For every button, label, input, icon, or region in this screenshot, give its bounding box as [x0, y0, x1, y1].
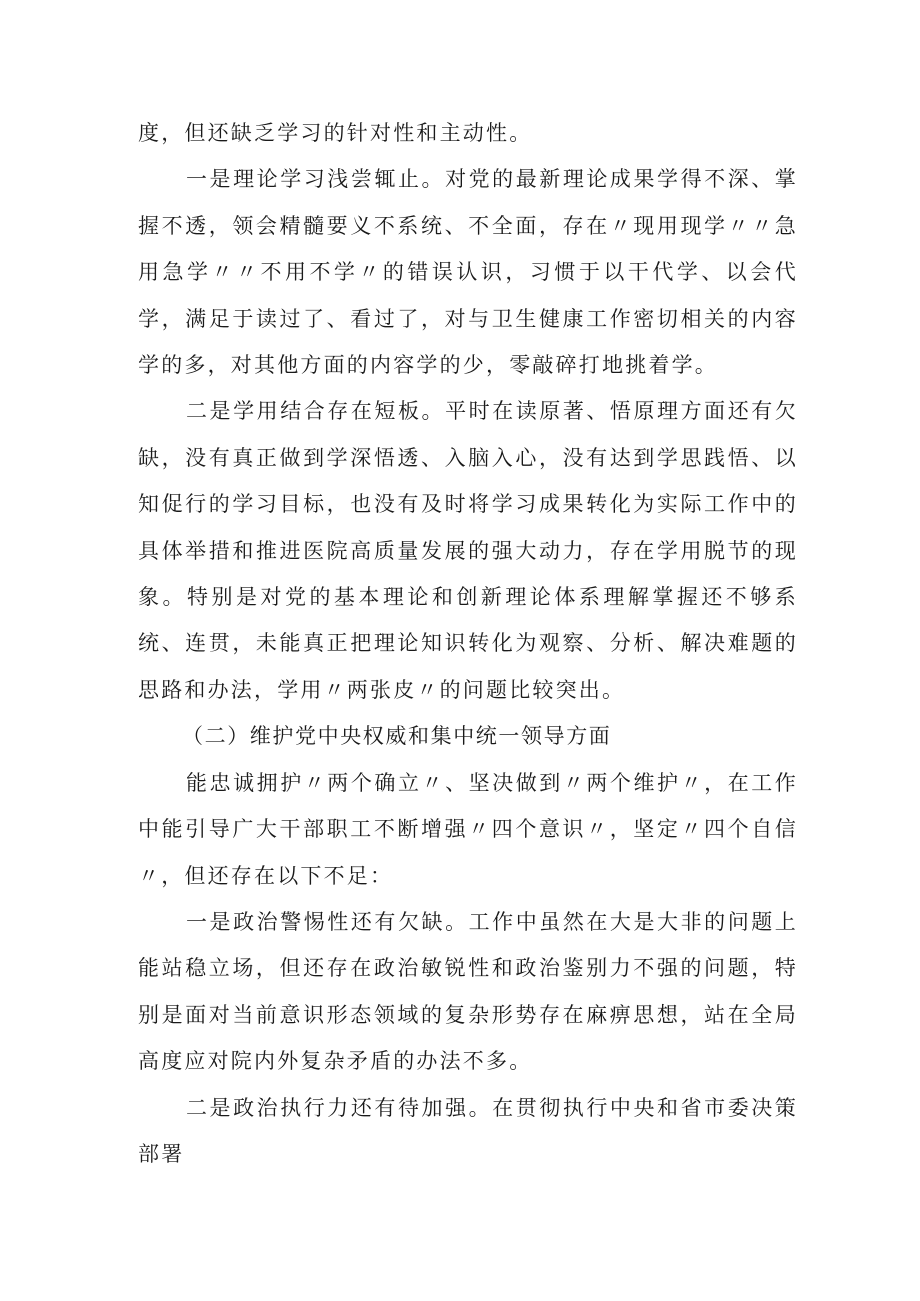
paragraph-political-execution: 二是政治执行力还有待加强。在贯彻执行中央和省市委决策部署	[138, 1095, 798, 1166]
paragraph-study-application: 二是学用结合存在短板。平时在读原著、悟原理方面还有欠缺，没有真正做到学深悟透、入脑入心，没有达到学思践悟、以知促行的学习目标，也没有及时将学习成果转化为实际工作中的具体举措和推进医院高质量发展的强大动力，存在学用脱节的现象。特别是对党的基本理论和创新理论体系理解掌握还不够系统、连贯，未能真正把理论知识转化为观察、分析、解决难题的思路和办法，学用〃两张皮〃的问题比较突出。	[138, 399, 798, 702]
document-body	[138, 110, 798, 1177]
paragraph-political-vigilance: 一是政治警惕性还有欠缺。工作中虽然在大是大非的问题上能站稳立场，但还存在政治敏锐性和政治鉴别力不强的问题，特别是面对当前意识形态领域的复杂形势存在麻痹思想，站在全局高度应对院内外复杂矛盾的办法不多。	[138, 909, 798, 1074]
section-heading: （二）维护党中央权威和集中统一领导方面	[182, 724, 612, 749]
paragraph-theory-study: 一是理论学习浅尝辄止。对党的最新理论成果学得不深、掌握不透，领会精髓要义不系统、不全面，存在〃现用现学〃〃急用急学〃〃不用不学〃的错误认识，习惯于以干代学、以会代学，满足于读过了、看过了，对与卫生健康工作密切相关的内容学的多，对其他方面的内容学的少，零敲碎打地挑着学。	[138, 167, 798, 378]
paragraph-loyalty: 能忠诚拥护〃两个确立〃、坚决做到〃两个维护〃，在工作中能引导广大干部职工不断增强〃四个意识〃，坚定〃四个自信〃，但还存在以下不足：	[138, 770, 798, 888]
paragraph-continuation: 度，但还缺乏学习的针对性和主动性。	[138, 121, 533, 145]
